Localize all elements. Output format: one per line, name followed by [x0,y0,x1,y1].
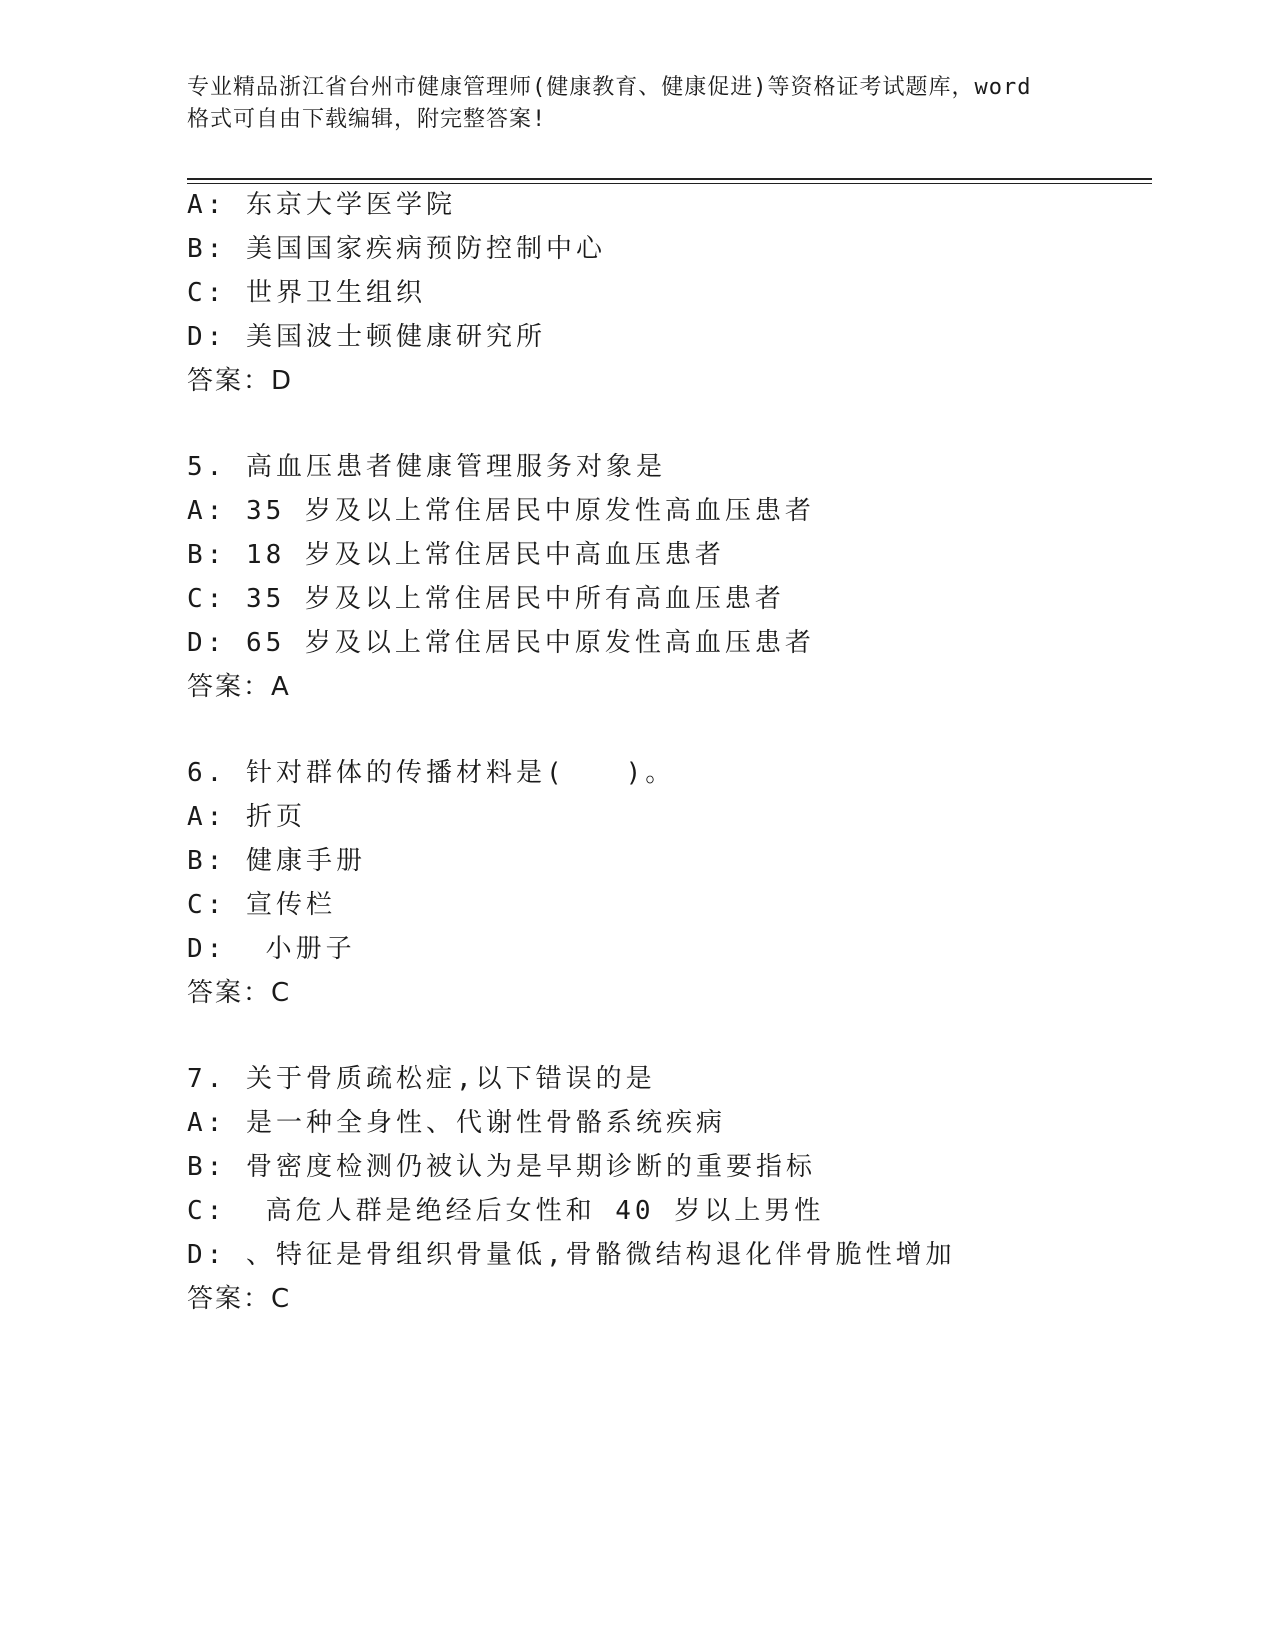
q5-option-c: C: 35 岁及以上常住居民中所有高血压患者 [187,584,785,614]
header-line-2: 格式可自由下载编辑，附完整答案! [187,107,547,132]
q6-stem: 6. 针对群体的传播材料是( )。 [187,758,676,788]
q7-stem: 7. 关于骨质疏松症,以下错误的是 [187,1064,656,1094]
q7-option-d: D: 、特征是骨组织骨量低,骨骼微结构退化伴骨脆性增加 [187,1240,956,1270]
q7-option-b: B: 骨密度检测仍被认为是早期诊断的重要指标 [187,1152,816,1182]
q6-option-c: C: 宣传栏 [187,890,336,920]
q5-stem: 5. 高血压患者健康管理服务对象是 [187,452,666,482]
q5-option-a: A: 35 岁及以上常住居民中原发性高血压患者 [187,496,815,526]
header-divider-thin [187,183,1152,184]
q5-option-b: B: 18 岁及以上常住居民中高血压患者 [187,540,725,570]
q4-option-a: A: 东京大学医学院 [187,190,456,220]
header-line-1: 专业精品浙江省台州市健康管理师(健康教育、健康促进)等资格证考试题库，word [187,75,1032,100]
q4-answer: 答案：D [187,366,294,396]
q4-option-b: B: 美国国家疾病预防控制中心 [187,234,606,264]
q7-option-c: C: 高危人群是绝经后女性和 40 岁以上男性 [187,1196,825,1226]
header-divider-thick [187,178,1152,180]
q6-option-d: D: 小册子 [187,934,356,964]
q4-option-c: C: 世界卫生组织 [187,278,426,308]
q5-answer: 答案：A [187,672,291,702]
q6-option-a: A: 折页 [187,802,306,832]
q7-option-a: A: 是一种全身性、代谢性骨骼系统疾病 [187,1108,726,1138]
q7-answer: 答案：C [187,1284,292,1314]
document-header [187,72,1087,136]
q6-option-b: B: 健康手册 [187,846,366,876]
q4-option-d: D: 美国波士顿健康研究所 [187,322,546,352]
q5-option-d: D: 65 岁及以上常住居民中原发性高血压患者 [187,628,815,658]
q6-answer: 答案：C [187,978,292,1008]
